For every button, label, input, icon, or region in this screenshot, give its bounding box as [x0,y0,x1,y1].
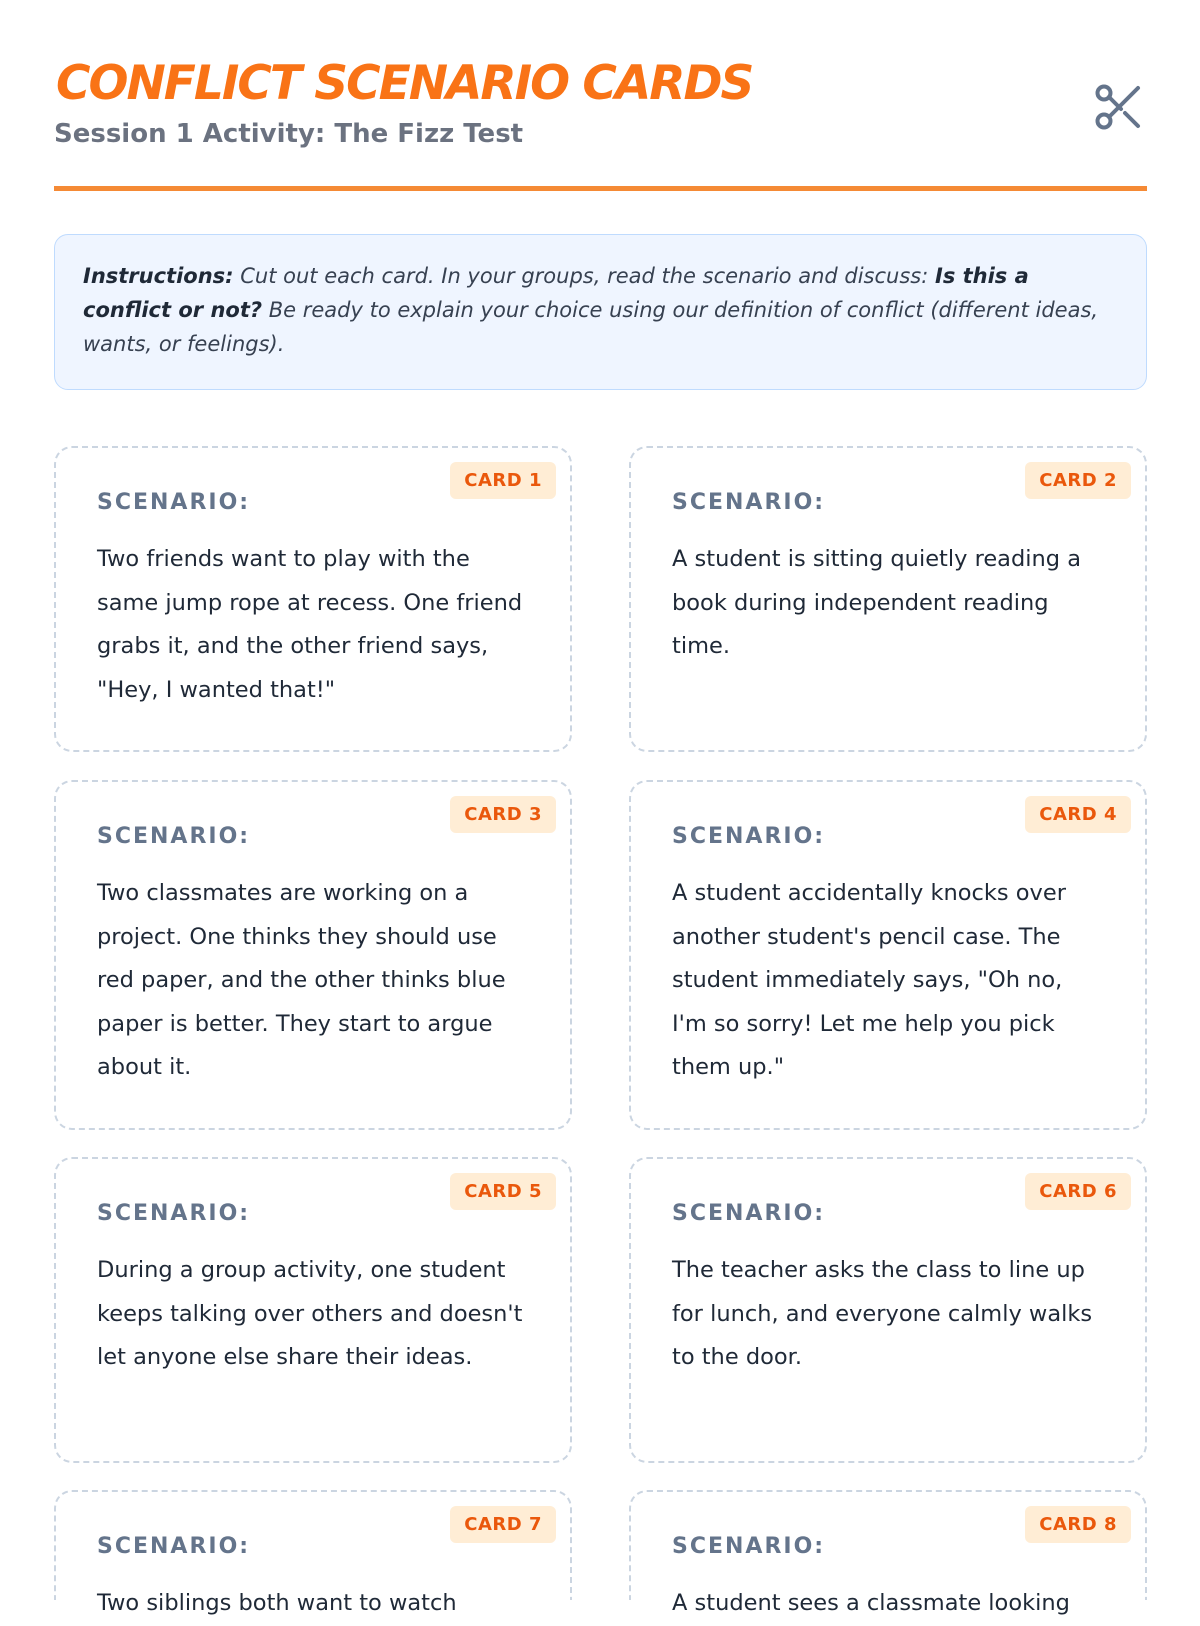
instructions-text: Cut out each card. In your groups, read the scenario and discuss: [233,264,935,288]
scenario-card [629,446,1147,752]
worksheet-page [54,0,1147,1616]
scenario-label: SCENARIO: [97,490,251,515]
scenario-text: A student accidentally knocks over another student's pencil case. The student immediately says, "Oh no, I'm so sorry! Let me help you pick them up." [672,880,1066,1080]
scenario-card [54,1157,572,1463]
instructions-text-2: Be ready to explain your choice using our definition of conflict (different ideas, wants, or feelings). [83,298,1099,356]
instructions-box [54,234,1147,390]
instructions-label: Instructions: [83,264,234,288]
scenario-label: SCENARIO: [672,1201,826,1226]
scenario-text: The teacher asks the class to line up for lunch, and everyone calmly walks to the door. [672,1257,1093,1370]
scenario-label: SCENARIO: [97,824,251,849]
page-title: CONFLICT SCENARIO CARDS [56,56,753,111]
scenario-label: SCENARIO: [97,1201,251,1226]
scenario-label: SCENARIO: [672,490,826,515]
card-number-badge: CARD 4 [1025,796,1131,833]
scenario-card [54,780,572,1130]
page-subtitle: Session 1 Activity: The Fizz Test [54,119,524,149]
scenario-text: During a group activity, one student keeps talking over others and doesn't let anyone else share their ideas. [97,1257,523,1370]
scenario-text: Two friends want to play with the same jump rope at recess. One friend grabs it, and the other friend says, "Hey, I wanted that!" [97,546,523,703]
scenario-card [629,1490,1147,1616]
scenario-label: SCENARIO: [97,1534,251,1559]
card-number-badge: CARD 5 [450,1173,556,1210]
scenario-text: Two siblings both want to watch [97,1590,457,1616]
header-divider [54,186,1147,191]
scenario-text: A student sees a classmate looking [672,1590,1070,1616]
scenario-label: SCENARIO: [672,824,826,849]
card-number-badge: CARD 7 [450,1506,556,1543]
scenario-label: SCENARIO: [672,1534,826,1559]
card-number-badge: CARD 3 [450,796,556,833]
card-number-badge: CARD 6 [1025,1173,1131,1210]
card-number-badge: CARD 1 [450,462,556,499]
scenario-card [54,446,572,752]
scenario-text: Two classmates are working on a project. One thinks they should use red paper, and the other thinks blue paper is better. They start to argue about it. [97,880,506,1080]
instructions-question: Is this a conflict or not? [83,264,1029,322]
scenario-text: A student is sitting quietly reading a book during independent reading time. [672,546,1081,659]
scenario-card [629,1157,1147,1463]
scenario-card [629,780,1147,1130]
card-number-badge: CARD 8 [1025,1506,1131,1543]
scenario-card [54,1490,572,1616]
card-number-badge: CARD 2 [1025,462,1131,499]
scissors-icon [1095,84,1141,130]
